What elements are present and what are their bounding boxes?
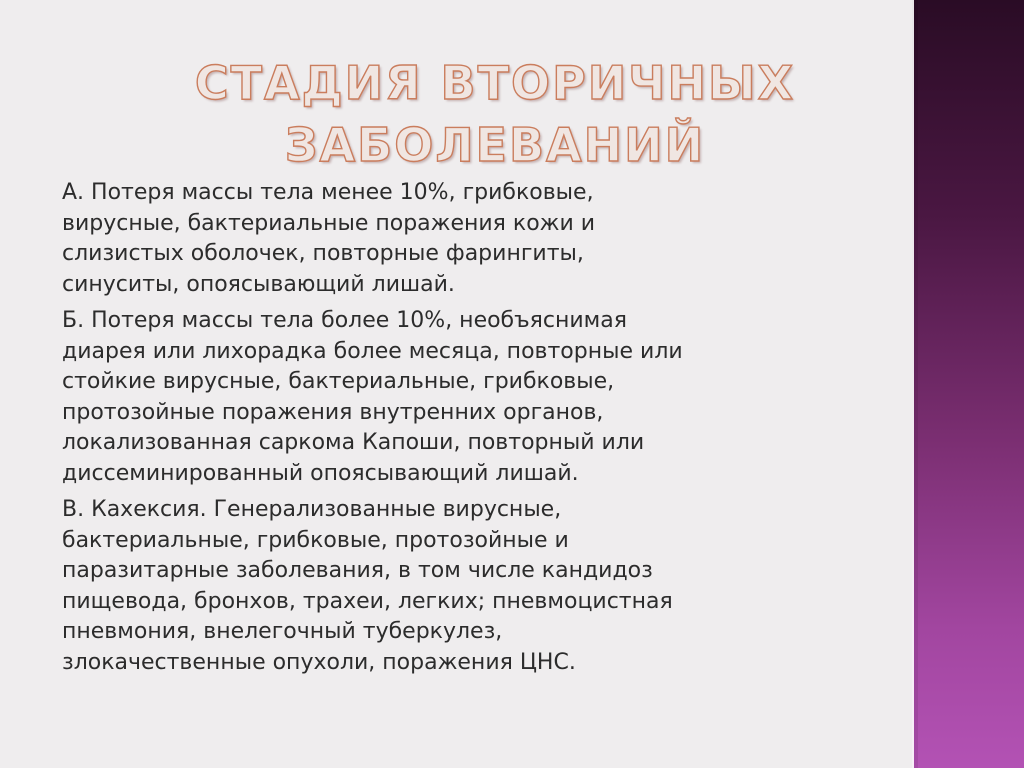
slide-title: СТАДИЯ ВТОРИЧНЫХ ЗАБОЛЕВАНИЙ [194,56,796,172]
decorative-side-band [912,0,1024,768]
paragraph-c: В. Кахексия. Генерализованные вирусные, бактериальные, грибковые, протозойные и паразитарные заболевания, в том числе кандидоз пищевода, бронхов, трахеи, легких; пневмоцистная пневмония, внелегочный туберкулез, злокачественные опухоли, поражения ЦНС. [62,497,673,675]
paragraph-b: Б. Потеря массы тела более 10%, необъяснимая диарея или лихорадка более месяца, повторные или стойкие вирусные, бактериальные, грибковые, протозойные поражения внутренних органов, локализованная саркома Капоши, повторный или диссеминированный опоясывающий лишай. [62,308,683,486]
slide-body [62,178,852,684]
paragraph-a: А. Потеря массы тела менее 10%, грибковые, вирусные, бактериальные поражения кожи и слизистых оболочек, повторные фарингиты, синуситы, опоясывающий лишай. [62,180,596,297]
